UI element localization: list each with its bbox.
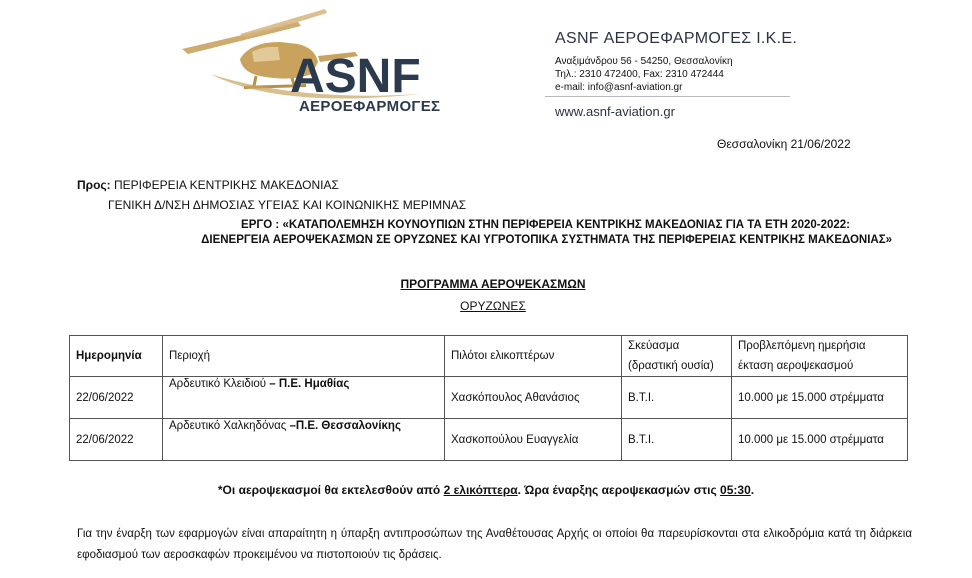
column-header-extent-line-2: έκταση αεροψεκασμού: [738, 360, 854, 372]
table-row: [70, 419, 908, 461]
header-divider: [545, 96, 790, 97]
cell-extent: 10.000 με 15.000 στρέμματα: [732, 419, 908, 461]
recipient-line-1: [77, 178, 339, 192]
brand-wordmark: ASNF: [290, 50, 421, 103]
cell-area: [163, 377, 445, 419]
area-place: Αρδευτικό Χαλκηδόνας: [169, 420, 287, 432]
program-subtitle: ΟΡΥΖΩΝΕΣ: [460, 299, 526, 313]
spraying-schedule-table: [69, 335, 908, 461]
note-start-time: 05:30: [720, 483, 751, 497]
project-title-line-2: ΔΙΕΝΕΡΓΕΙΑ ΑΕΡΟΨΕΚΑΣΜΩΝ ΣΕ ΟΡΥΖΩΝΕΣ ΚΑΙ ΥΓΡΟΤΟΠΙΚΑ ΣΥΣΤΗΜΑΤΑ ΤΗΣ ΠΕΡΙΦΕΡΕΙΑΣ ΚΕΝΤΡΙΚΗΣ ΜΑΚΕΔΟΝΙΑΣ»: [201, 234, 892, 246]
column-header-pilots: Πιλότοι ελικοπτέρων: [445, 336, 622, 377]
column-header-product-line-2: (δραστική ουσία): [628, 360, 714, 372]
cell-pilot: Χασκοπούλου Ευαγγελία: [445, 419, 622, 461]
cell-product: Β.Τ.Ι.: [622, 377, 732, 419]
cell-extent: 10.000 με 15.000 στρέμματα: [732, 377, 908, 419]
project-title-line-1: ΕΡΓΟ : «ΚΑΤΑΠΟΛΕΜΗΣΗ ΚΟΥΝΟΥΠΙΩΝ ΣΤΗΝ ΠΕΡΙΦΕΡΕΙΑ ΚΕΝΤΡΙΚΗΣ ΜΑΚΕΔΟΝΙΑΣ ΓΙΑ ΤΑ ΕΤΗ 2020-2022:: [241, 219, 850, 231]
cell-pilot: Χασκόπουλος Αθανάσιος: [445, 377, 622, 419]
column-header-date: Ημερομηνία: [70, 336, 163, 377]
cell-product: Β.Τ.Ι.: [622, 419, 732, 461]
column-header-product: [622, 336, 732, 377]
schedule-note: [0, 483, 972, 497]
table-header-row: [70, 336, 908, 377]
body-paragraph: Για την έναρξη των εφαρμογών είναι απαραίτητη η ύπαρξη αντιπροσώπων της Αναθέτουσας Αρχής οι οποίοι θα παρευρίσκονται στα ελικοδρόμια κατά τη διάρκεια εφοδιασμού των αεροσκαφών προκειμένου να πιστοποιούν τις δράσεις.: [77, 528, 912, 561]
recipient-label: Προς:: [77, 178, 111, 192]
column-header-area: Περιοχή: [163, 336, 445, 377]
company-phone-fax: Τηλ.: 2310 472400, Fax: 2310 472444: [555, 69, 724, 80]
area-unit: –Π.Ε. Θεσσαλονίκης: [286, 420, 401, 432]
note-part-1: *Οι αεροψεκασμοί θα εκτελεσθούν από: [217, 483, 444, 497]
document-date: Θεσσαλονίκη 21/06/2022: [717, 137, 851, 151]
cell-area: [163, 419, 445, 461]
column-header-extent: [732, 336, 908, 377]
recipient-name: ΠΕΡΙΦΕΡΕΙΑ ΚΕΝΤΡΙΚΗΣ ΜΑΚΕΔΟΝΙΑΣ: [110, 178, 339, 192]
company-address: Αναξιμάνδρου 56 - 54250, Θεσσαλονίκη: [555, 56, 733, 67]
table-row: [70, 377, 908, 419]
company-name: ASNF ΑΕΡΟΕΦΑΡΜΟΓΕΣ Ι.Κ.Ε.: [555, 30, 798, 47]
company-email[interactable]: e-mail: info@asnf-aviation.gr: [555, 82, 683, 93]
program-title: ΠΡΟΓΡΑΜΜΑ ΑΕΡΟΨΕΚΑΣΜΩΝ: [400, 277, 586, 291]
cell-date: 22/06/2022: [70, 419, 163, 461]
column-header-extent-line-1: Προβλεπόμενη ημερήσια: [738, 340, 866, 352]
note-helicopters: 2 ελικόπτερα: [443, 483, 518, 497]
note-part-2: . Ώρα έναρξης αεροψεκασμών στις: [517, 483, 721, 497]
company-website[interactable]: www.asnf-aviation.gr: [555, 104, 675, 119]
area-place: Αρδευτικό Κλειδιού: [169, 378, 267, 390]
brand-subtitle: ΑΕΡΟΕΦΑΡΜΟΓΕΣ: [299, 98, 441, 115]
area-unit: – Π.Ε. Ημαθίας: [266, 378, 350, 390]
note-part-3: .: [750, 483, 755, 497]
recipient-line-2: ΓΕΝΙΚΗ Δ/ΝΣΗ ΔΗΜΟΣΙΑΣ ΥΓΕΙΑΣ ΚΑΙ ΚΟΙΝΩΝΙΚΗΣ ΜΕΡΙΜΝΑΣ: [108, 198, 467, 212]
cell-date: 22/06/2022: [70, 377, 163, 419]
column-header-product-line-1: Σκεύασμα: [628, 340, 680, 352]
